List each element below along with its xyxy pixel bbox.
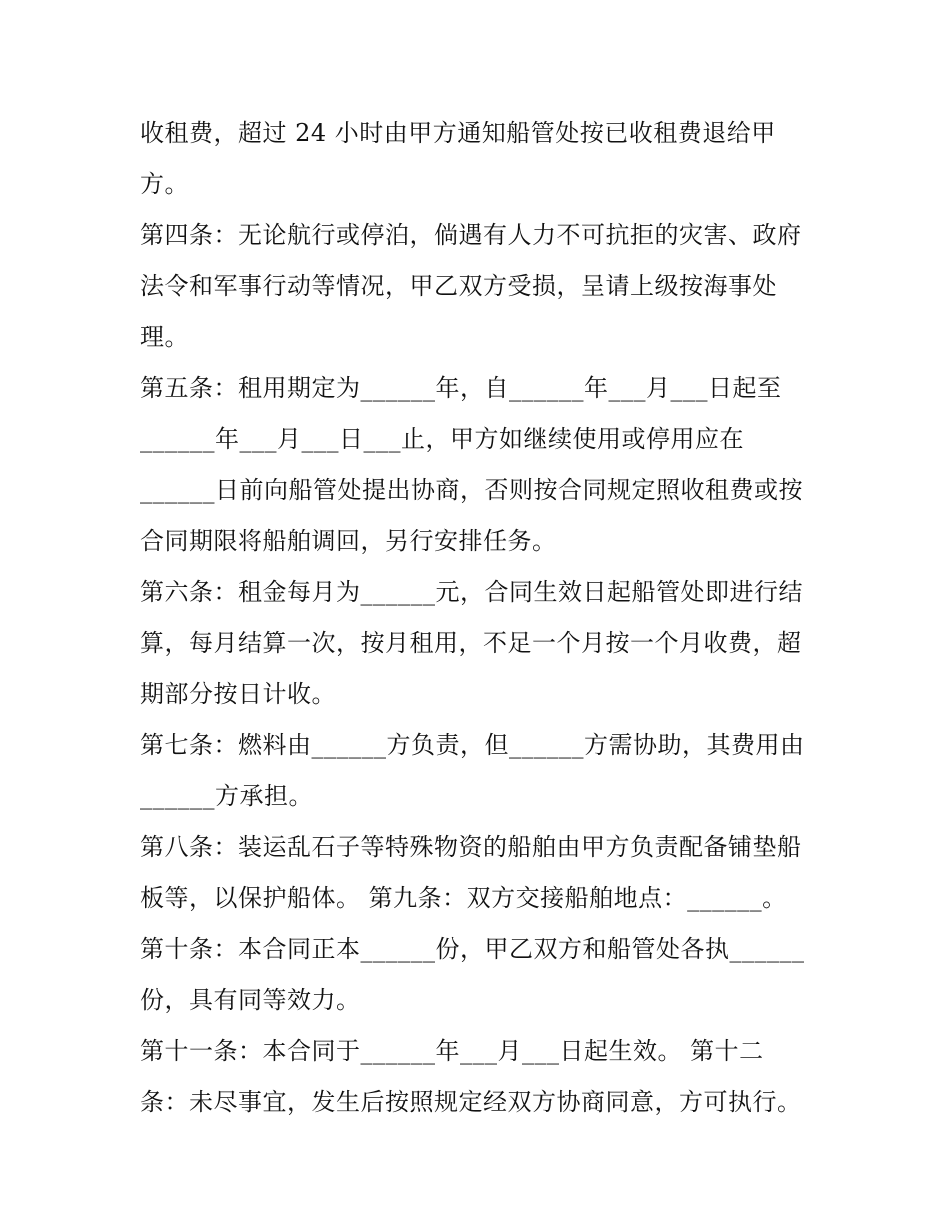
- text-line: 第七条：燃料由______方负责，但______方需协助，其费用由: [140, 731, 805, 759]
- text-line: 条：未尽事宜，发生后按照规定经双方协商同意，方可执行。: [140, 1088, 802, 1116]
- text-line: 第六条：租金每月为______元，合同生效日起船管处即进行结: [140, 578, 803, 606]
- text-line: 第十一条：本合同于______年___月___日起生效。 第十二: [140, 1037, 764, 1065]
- text-line: 法令和军事行动等情况，甲乙双方受损，呈请上级按海事处: [140, 272, 777, 300]
- text-line: ______日前向船管处提出协商，否则按合同规定照收租费或按: [140, 476, 803, 504]
- text-line: 第五条：租用期定为______年，自______年___月___日起至: [140, 374, 782, 402]
- text-line: 合同期限将船舶调回，另行安排任务。: [140, 527, 557, 555]
- text-line: 方。: [140, 170, 189, 198]
- text-line: 板等，以保护船体。 第九条：双方交接船舶地点：______。: [140, 884, 787, 912]
- text-line: 收租费，超过 24 小时由甲方通知船管处按已收租费退给甲: [140, 119, 776, 147]
- text-line: 期部分按日计收。: [140, 680, 336, 708]
- text-line: 理。: [140, 323, 189, 351]
- text-line: ______年___月___日___止，甲方如继续使用或停用应在: [140, 425, 744, 453]
- text-line: 第八条：装运乱石子等特殊物资的船舶由甲方负责配备铺垫船: [140, 833, 802, 861]
- text-line: 份，具有同等效力。: [140, 986, 361, 1014]
- text-line: ______方承担。: [140, 782, 313, 810]
- text-line: 第十条：本合同正本______份，甲乙双方和船管处各执______: [140, 935, 805, 963]
- document-body: [140, 108, 820, 1128]
- text-line: 第四条：无论航行或停泊，倘遇有人力不可抗拒的灾害、政府: [140, 221, 802, 249]
- text-line: 算，每月结算一次，按月租用，不足一个月按一个月收费，超: [140, 629, 802, 657]
